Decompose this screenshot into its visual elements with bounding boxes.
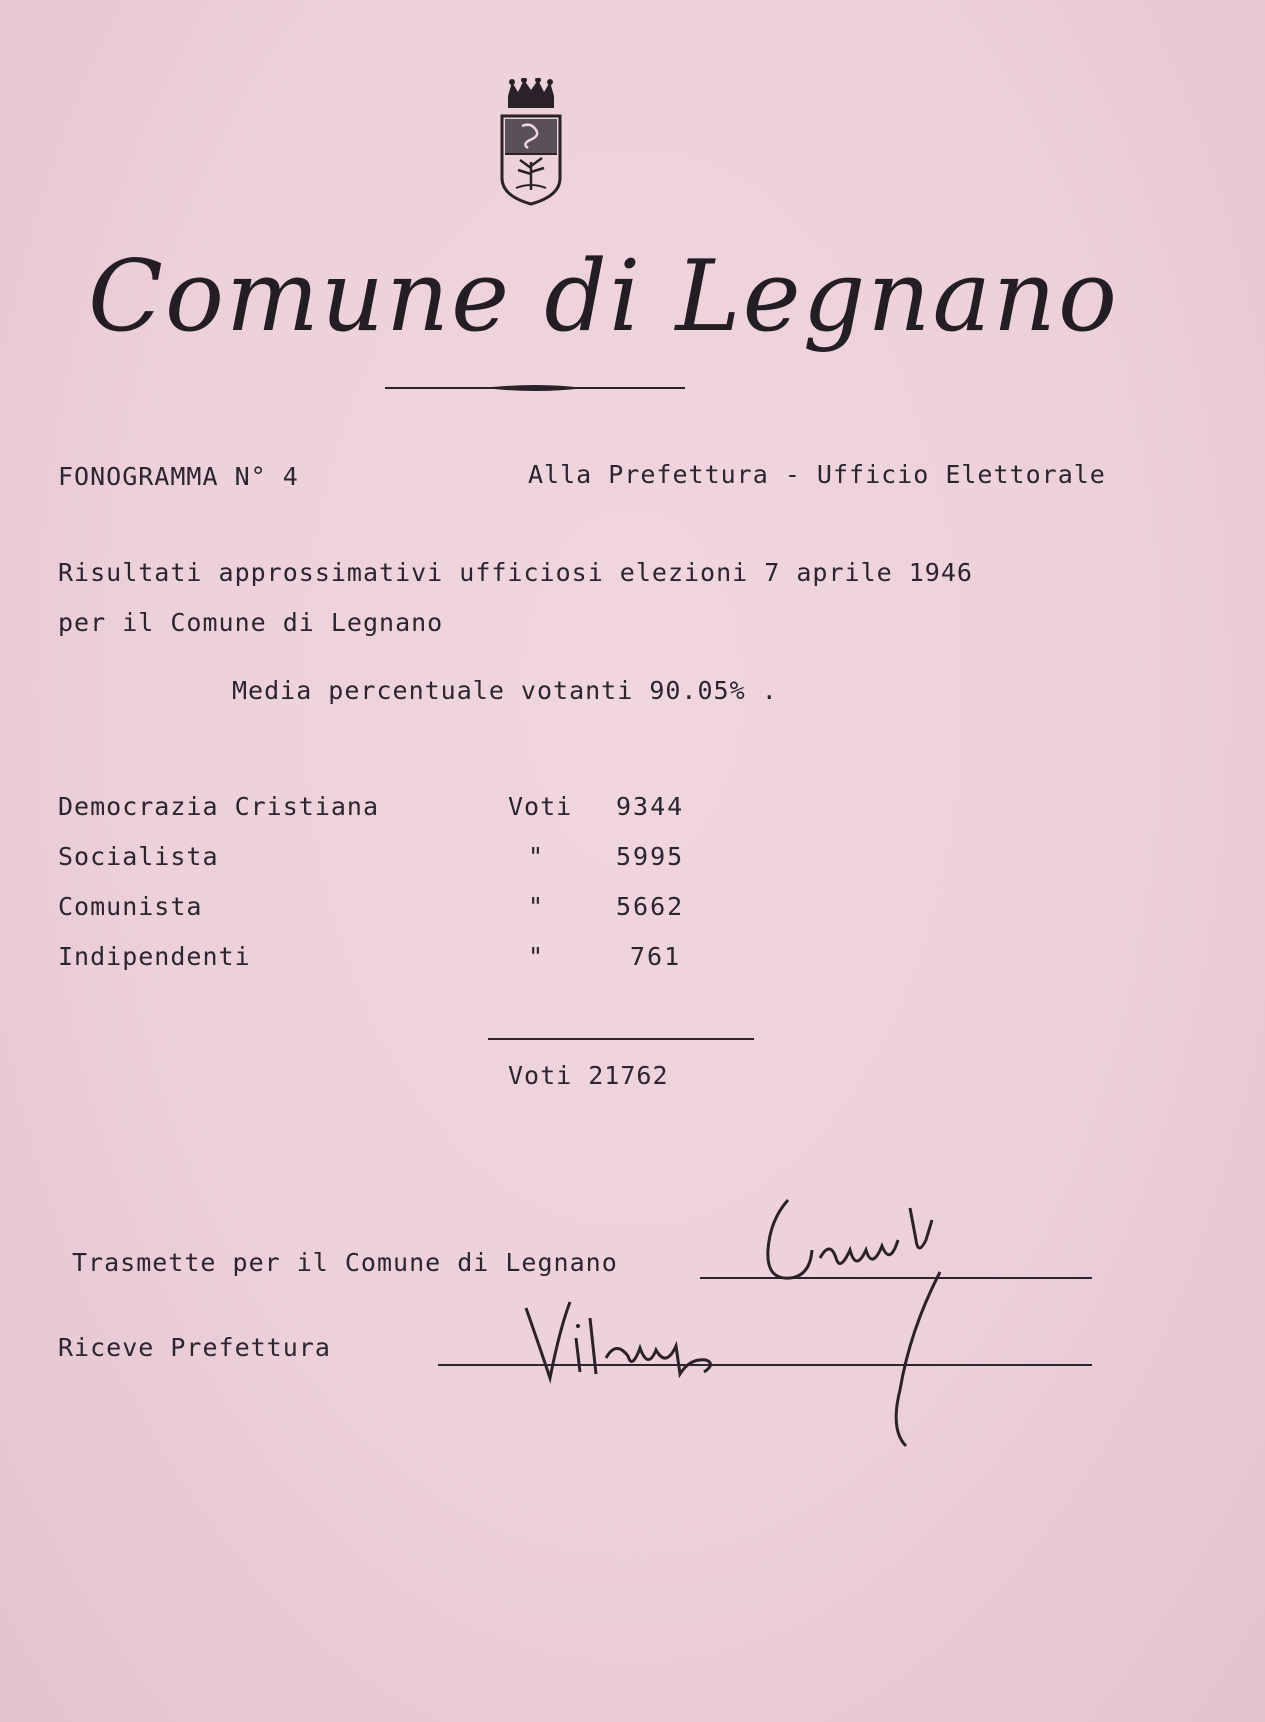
addressee: Alla Prefettura - Ufficio Elettorale — [528, 460, 1106, 489]
fonogramma-number: FONOGRAMMA N° 4 — [58, 462, 299, 491]
receiver-signature-icon — [520, 1288, 750, 1388]
coat-of-arms-icon — [498, 78, 564, 206]
total-votes: Voti 21762 — [508, 1061, 669, 1090]
votes-label: " — [528, 892, 545, 921]
party-name: Socialista — [58, 842, 219, 871]
party-name: Democrazia Cristiana — [58, 792, 380, 821]
party-name: Indipendenti — [58, 942, 251, 971]
votes-label: " — [528, 842, 545, 871]
votes-label: Voti — [508, 792, 573, 821]
intro-line-2: per il Comune di Legnano — [58, 608, 444, 637]
party-name: Comunista — [58, 892, 203, 921]
votes-value: 5995 — [616, 842, 685, 871]
votes-value: 9344 — [616, 792, 685, 821]
turnout-line: Media percentuale votanti 90.05% . — [232, 676, 778, 705]
total-rule — [488, 1038, 754, 1040]
votes-label: " — [528, 942, 545, 971]
votes-value: 761 — [630, 942, 682, 971]
intro-line-1: Risultati approssimativi ufficiosi elezioni 7 aprile 1946 — [58, 558, 973, 587]
ornamental-rule — [385, 382, 685, 394]
votes-value: 5662 — [616, 892, 685, 921]
receiver-label: Riceve Prefettura — [58, 1333, 331, 1362]
letterhead-title: Comune di Legnano — [88, 240, 1119, 354]
sender-label: Trasmette per il Comune di Legnano — [72, 1248, 618, 1277]
sender-signature-icon — [740, 1180, 980, 1460]
